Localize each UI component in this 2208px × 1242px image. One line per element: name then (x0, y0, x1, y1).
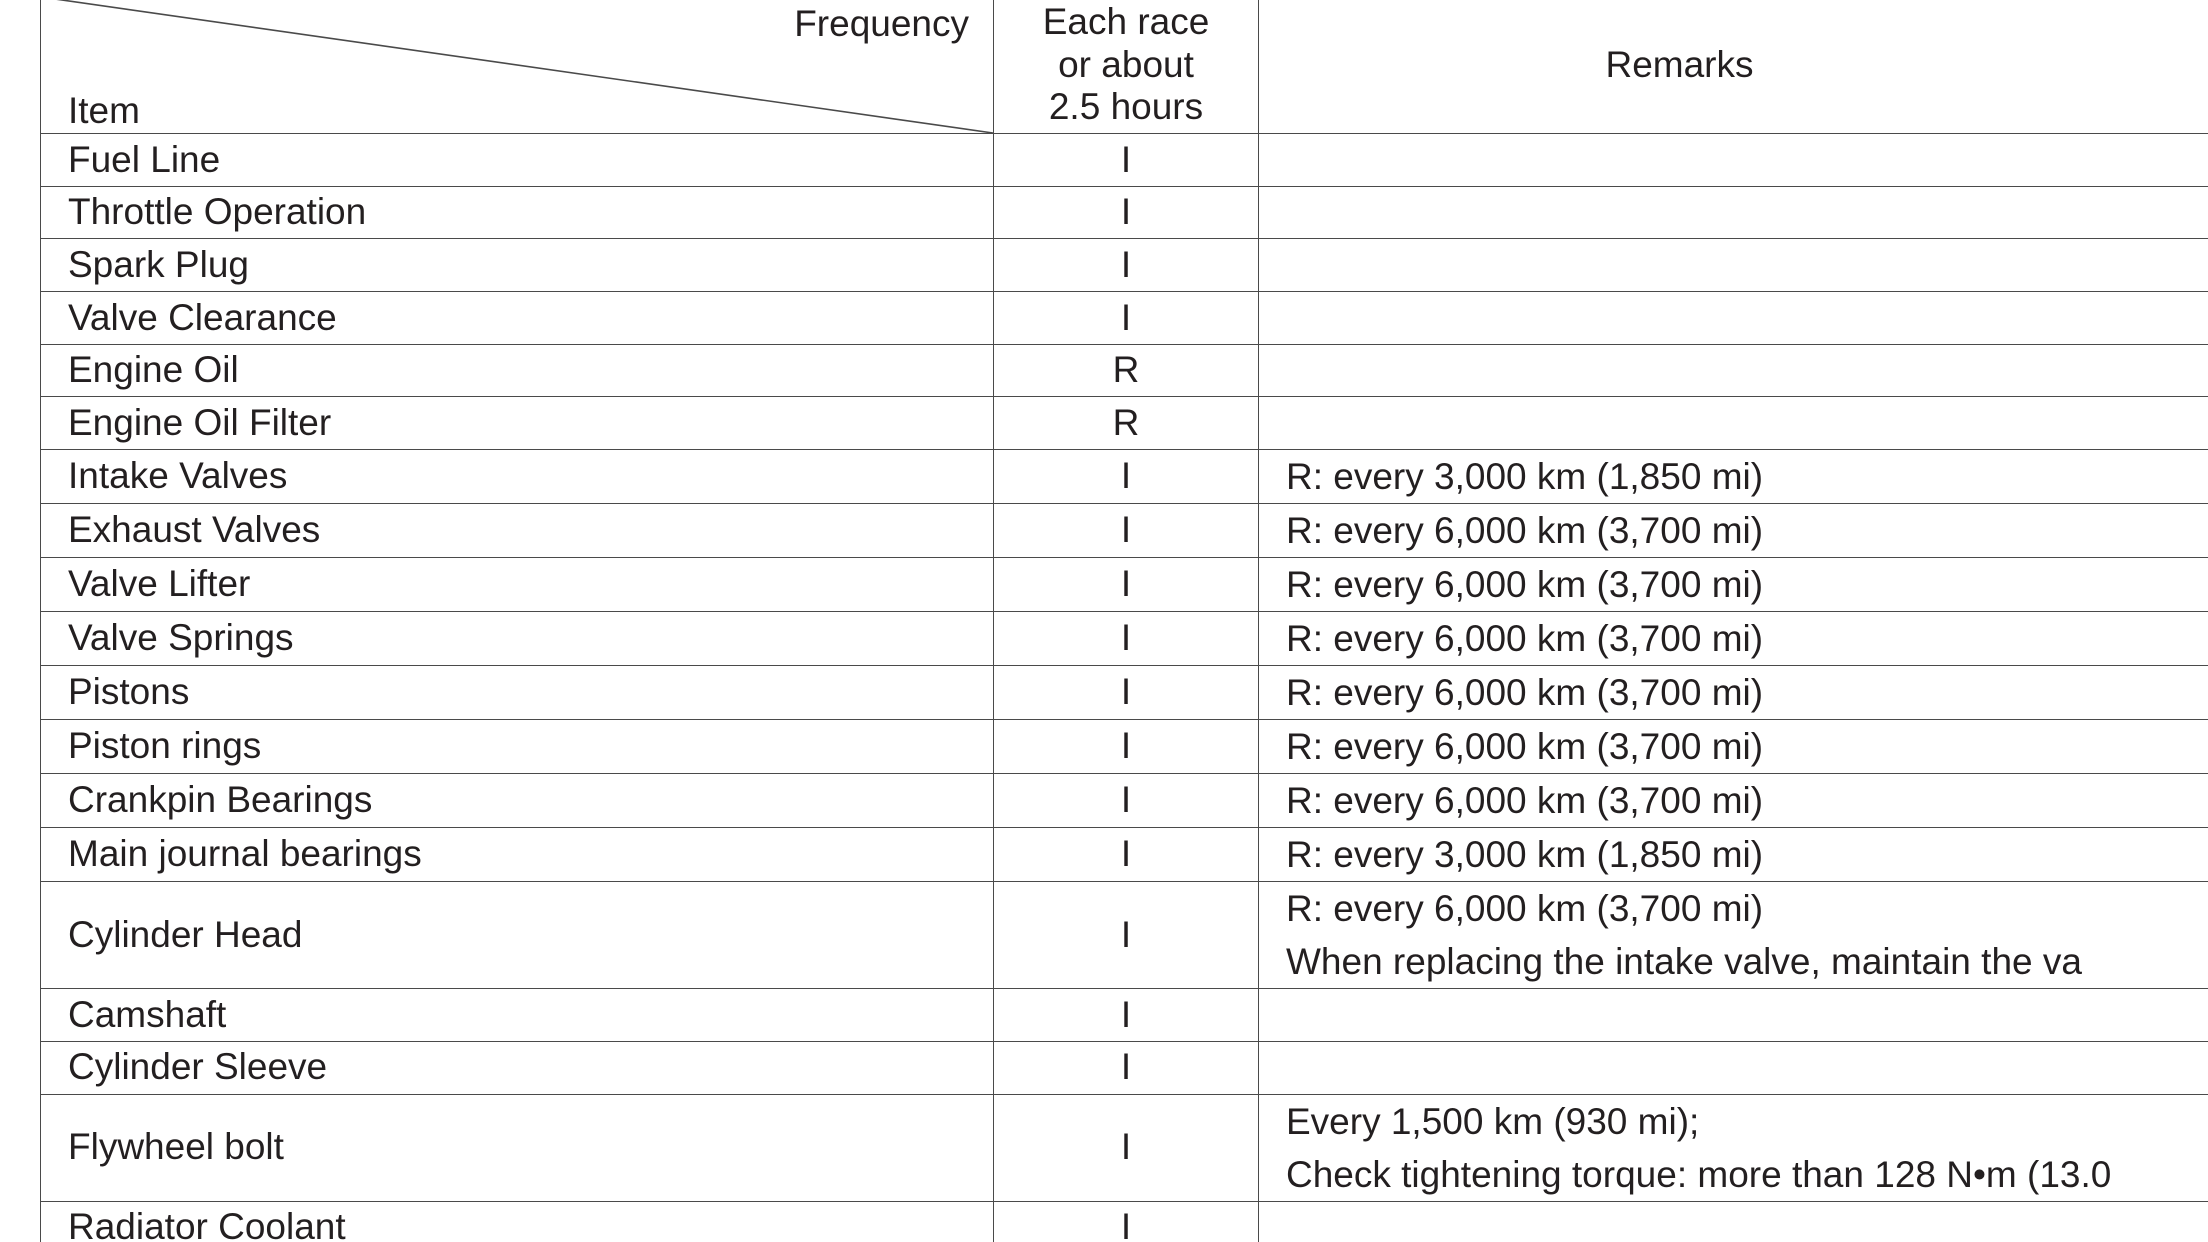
frequency-cell: I (994, 666, 1259, 720)
table-row (41, 186, 2208, 239)
remarks-cell (1259, 344, 2208, 397)
interval-line-2: or about (1058, 43, 1194, 85)
table-row (41, 720, 2208, 774)
remarks-cell (1259, 450, 2208, 504)
frequency-cell: I (994, 989, 1259, 1042)
table-row (41, 558, 2208, 612)
frequency-cell: I (994, 134, 1259, 187)
item-label: Item (68, 90, 140, 132)
table-row (41, 828, 2208, 882)
frequency-cell: I (994, 720, 1259, 774)
item-cell: Radiator Coolant (41, 1201, 994, 1242)
header-row (41, 0, 2208, 134)
frequency-cell: I (994, 558, 1259, 612)
table-row (41, 292, 2208, 345)
table-body (41, 134, 2208, 1242)
remarks-cell (1259, 134, 2208, 187)
table-row (41, 1201, 2208, 1242)
remarks-cell (1259, 504, 2208, 558)
item-cell: Camshaft (41, 989, 994, 1042)
remark-line: R: every 6,000 km (3,700 mi) (1286, 564, 1764, 606)
remarks-cell (1259, 1094, 2208, 1201)
item-cell: Throttle Operation (41, 186, 994, 239)
item-cell: Engine Oil Filter (41, 397, 994, 450)
remarks-cell (1259, 989, 2208, 1042)
frequency-cell: I (994, 882, 1259, 989)
remarks-cell (1259, 292, 2208, 345)
remark-line: When replacing the intake valve, maintain the va (1286, 941, 2082, 983)
remark-line: R: every 6,000 km (3,700 mi) (1286, 888, 1764, 930)
remarks-cell (1259, 882, 2208, 989)
table-row (41, 774, 2208, 828)
table-row (41, 1041, 2208, 1094)
item-frequency-header (41, 0, 994, 134)
remarks-cell (1259, 720, 2208, 774)
item-cell: Pistons (41, 666, 994, 720)
item-cell: Cylinder Head (41, 882, 994, 989)
item-cell: Intake Valves (41, 450, 994, 504)
frequency-cell: I (994, 292, 1259, 345)
table-row (41, 989, 2208, 1042)
frequency-cell: I (994, 828, 1259, 882)
item-cell: Fuel Line (41, 134, 994, 187)
frequency-cell: I (994, 1041, 1259, 1094)
frequency-cell: I (994, 774, 1259, 828)
frequency-cell: I (994, 504, 1259, 558)
interval-line-1: Each race (1042, 1, 1210, 43)
item-cell: Valve Clearance (41, 292, 994, 345)
remarks-cell (1259, 186, 2208, 239)
frequency-cell: R (994, 344, 1259, 397)
table-row (41, 397, 2208, 450)
remarks-cell (1259, 1041, 2208, 1094)
remarks-cell (1259, 239, 2208, 292)
item-cell: Crankpin Bearings (41, 774, 994, 828)
frequency-cell: I (994, 239, 1259, 292)
frequency-cell: I (994, 450, 1259, 504)
item-cell: Main journal bearings (41, 828, 994, 882)
frequency-cell: I (994, 1201, 1259, 1242)
table-row (41, 344, 2208, 397)
table-row (41, 882, 2208, 989)
table-header (41, 0, 2208, 134)
remark-line: R: every 3,000 km (1,850 mi) (1286, 834, 1764, 876)
item-cell: Cylinder Sleeve (41, 1041, 994, 1094)
remarks-cell (1259, 828, 2208, 882)
item-cell: Exhaust Valves (41, 504, 994, 558)
remark-line: Every 1,500 km (930 mi); (1286, 1100, 1700, 1142)
table-row (41, 1094, 2208, 1201)
table-row (41, 134, 2208, 187)
remark-line: R: every 3,000 km (1,850 mi) (1286, 456, 1764, 498)
frequency-label: Frequency (794, 3, 969, 44)
table-row (41, 504, 2208, 558)
frequency-cell: I (994, 612, 1259, 666)
maintenance-schedule-table (40, 0, 2208, 1242)
table-row (41, 450, 2208, 504)
item-cell: Flywheel bolt (41, 1094, 994, 1201)
remarks-cell (1259, 558, 2208, 612)
remark-line: R: every 6,000 km (3,700 mi) (1286, 672, 1764, 714)
remarks-cell (1259, 666, 2208, 720)
remarks-cell (1259, 1201, 2208, 1242)
frequency-cell: R (994, 397, 1259, 450)
table-row (41, 612, 2208, 666)
remark-line: Check tightening torque: more than 128 N•m (13.0 (1286, 1153, 2112, 1195)
remarks-header: Remarks (1259, 0, 2208, 134)
remark-line: R: every 6,000 km (3,700 mi) (1286, 510, 1764, 552)
remark-line: R: every 6,000 km (3,700 mi) (1286, 780, 1764, 822)
frequency-cell: I (994, 1094, 1259, 1201)
item-cell: Piston rings (41, 720, 994, 774)
item-cell: Engine Oil (41, 344, 994, 397)
frequency-cell: I (994, 186, 1259, 239)
remarks-cell (1259, 397, 2208, 450)
item-cell: Spark Plug (41, 239, 994, 292)
table-row (41, 239, 2208, 292)
item-cell: Valve Springs (41, 612, 994, 666)
remarks-cell (1259, 774, 2208, 828)
remark-line: R: every 6,000 km (3,700 mi) (1286, 726, 1764, 768)
table-row (41, 666, 2208, 720)
remarks-cell (1259, 612, 2208, 666)
interval-line-3: 2.5 hours (1048, 86, 1204, 128)
interval-header (994, 0, 1259, 134)
item-cell: Valve Lifter (41, 558, 994, 612)
remark-line: R: every 6,000 km (3,700 mi) (1286, 618, 1764, 660)
